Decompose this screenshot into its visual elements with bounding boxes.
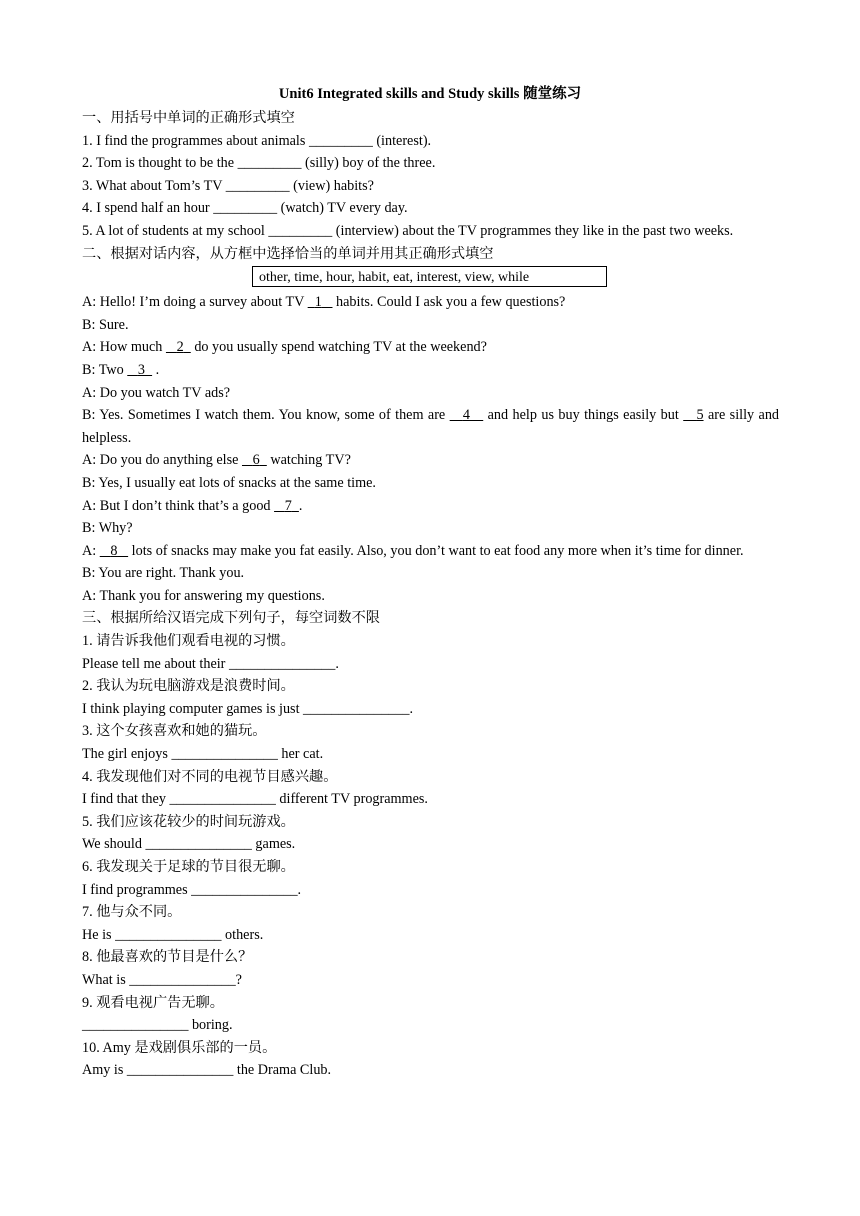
dialogue-text: watching TV? <box>266 452 351 469</box>
dialogue-text: are silly and helpless. <box>82 407 780 446</box>
dialogue-line: B: Why? <box>82 520 133 537</box>
dialogue-line: B: You are right. Thank you. <box>82 565 245 582</box>
chinese-prompt: 1. 请告诉我他们观看电视的习惯。 <box>82 633 295 650</box>
blank-number: 3 <box>137 361 145 378</box>
blank-number: 8 <box>110 542 118 559</box>
word-box-row <box>82 265 779 291</box>
dialogue-line <box>82 404 779 449</box>
english-sentence: Amy is _______________ the Drama Club. <box>82 1062 332 1079</box>
blank-3 <box>127 362 152 378</box>
section3-heading: 三、根据所给汉语完成下列句子，每空词数不限 <box>82 610 380 627</box>
section1-heading: 一、用括号中单词的正确形式填空 <box>82 110 295 126</box>
section1-item: 4. I spend half an hour _________ (watch) TV every day. <box>82 200 408 217</box>
english-sentence: I find programmes _______________. <box>82 881 302 898</box>
dialogue-text: A: How much <box>82 339 166 356</box>
chinese-prompt: 2. 我认为玩电脑游戏是浪费时间。 <box>82 678 295 695</box>
english-sentence: The girl enjoys _______________ her cat. <box>82 746 324 763</box>
dialogue-text: A: Hello! I’m doing a survey about TV <box>82 294 308 311</box>
blank-2 <box>166 339 191 355</box>
chinese-prompt: 5. 我们应该花较少的时间玩游戏。 <box>82 813 295 830</box>
chinese-prompt: 7. 他与众不同。 <box>82 904 182 921</box>
dialogue-line: A: Do you watch TV ads? <box>82 384 231 401</box>
blank-8 <box>100 543 128 559</box>
blank-1 <box>308 294 333 310</box>
blank-7 <box>274 498 299 514</box>
english-sentence: _______________ boring. <box>82 1017 233 1034</box>
blank-number: 7 <box>284 497 292 514</box>
blank-number: 2 <box>176 339 184 356</box>
english-sentence: He is _______________ others. <box>82 926 264 943</box>
chinese-prompt: 10. Amy 是戏剧俱乐部的一员。 <box>82 1039 277 1056</box>
dialogue-text: B: Two <box>82 361 128 378</box>
english-sentence: I find that they _______________ different TV programmes. <box>82 791 428 808</box>
chinese-prompt: 6. 我发现关于足球的节目很无聊。 <box>82 859 295 875</box>
dialogue-line: B: Sure. <box>82 316 129 333</box>
section1-item: 2. Tom is thought to be the _________ (silly) boy of the three. <box>82 155 436 172</box>
section1-item: 3. What about Tom’s TV _________ (view) habits? <box>82 177 374 194</box>
english-sentence: We should _______________ games. <box>82 836 296 853</box>
word-box: other, time, hour, habit, eat, interest, view, while <box>252 266 607 287</box>
english-sentence: I think playing computer games is just _______________. <box>82 700 414 717</box>
blank-number: 1 <box>314 294 322 311</box>
dialogue-text: habits. Could I ask you a few questions? <box>332 294 566 311</box>
dialogue-text: . <box>152 361 160 378</box>
dialogue-line <box>82 540 779 563</box>
dialogue-line: B: Yes, I usually eat lots of snacks at the same time. <box>82 474 376 491</box>
dialogue-text: B: Yes. Sometimes I watch them. You know, some of them are <box>82 407 450 424</box>
section1-item: 1. I find the programmes about animals _________ (interest). <box>82 132 432 149</box>
chinese-prompt: 4. 我发现他们对不同的电视节目感兴趣。 <box>82 768 338 785</box>
worksheet-content <box>82 107 779 1082</box>
blank-number: 5 <box>696 407 704 424</box>
chinese-prompt: 9. 观看电视广告无聊。 <box>82 994 224 1011</box>
dialogue-text: A: But I don’t think that’s a good <box>82 497 275 514</box>
page-title: Unit6 Integrated skills and Study skills 随堂练习 <box>278 86 582 102</box>
blank-6 <box>242 452 267 468</box>
dialogue-text: A: Do you do anything else <box>82 452 242 469</box>
dialogue-line: A: Thank you for answering my questions. <box>82 587 325 604</box>
dialogue-text: and help us buy things easily but <box>483 407 684 424</box>
blank-number: 6 <box>252 452 260 469</box>
chinese-prompt: 8. 他最喜欢的节目是什么？ <box>82 949 253 966</box>
dialogue-line <box>82 336 779 359</box>
section2-heading: 二、根据对话内容，从方框中选择恰当的单词并用其正确形式填空 <box>82 245 494 262</box>
blank-number: 4 <box>462 407 470 424</box>
dialogue-text: A: <box>82 542 100 559</box>
section1-item: 5. A lot of students at my school _________ (interview) about the TV programmes they like in the past two weeks. <box>82 222 734 239</box>
blank-5 <box>683 407 703 423</box>
dialogue-line <box>82 495 779 518</box>
english-sentence: What is _______________? <box>82 971 242 988</box>
blank-4 <box>450 407 484 423</box>
dialogue-text: lots of snacks may make you fat easily. Also, you don’t want to eat food any more when it’s time for dinner. <box>128 542 744 559</box>
dialogue-line <box>82 359 779 382</box>
dialogue-text: do you usually spend watching TV at the weekend? <box>190 339 487 356</box>
dialogue-text: . <box>298 497 303 514</box>
chinese-prompt: 3. 这个女孩喜欢和她的猫玩。 <box>82 723 267 740</box>
dialogue-line <box>82 449 779 472</box>
dialogue-line <box>82 291 779 314</box>
english-sentence: Please tell me about their _______________. <box>82 655 339 672</box>
